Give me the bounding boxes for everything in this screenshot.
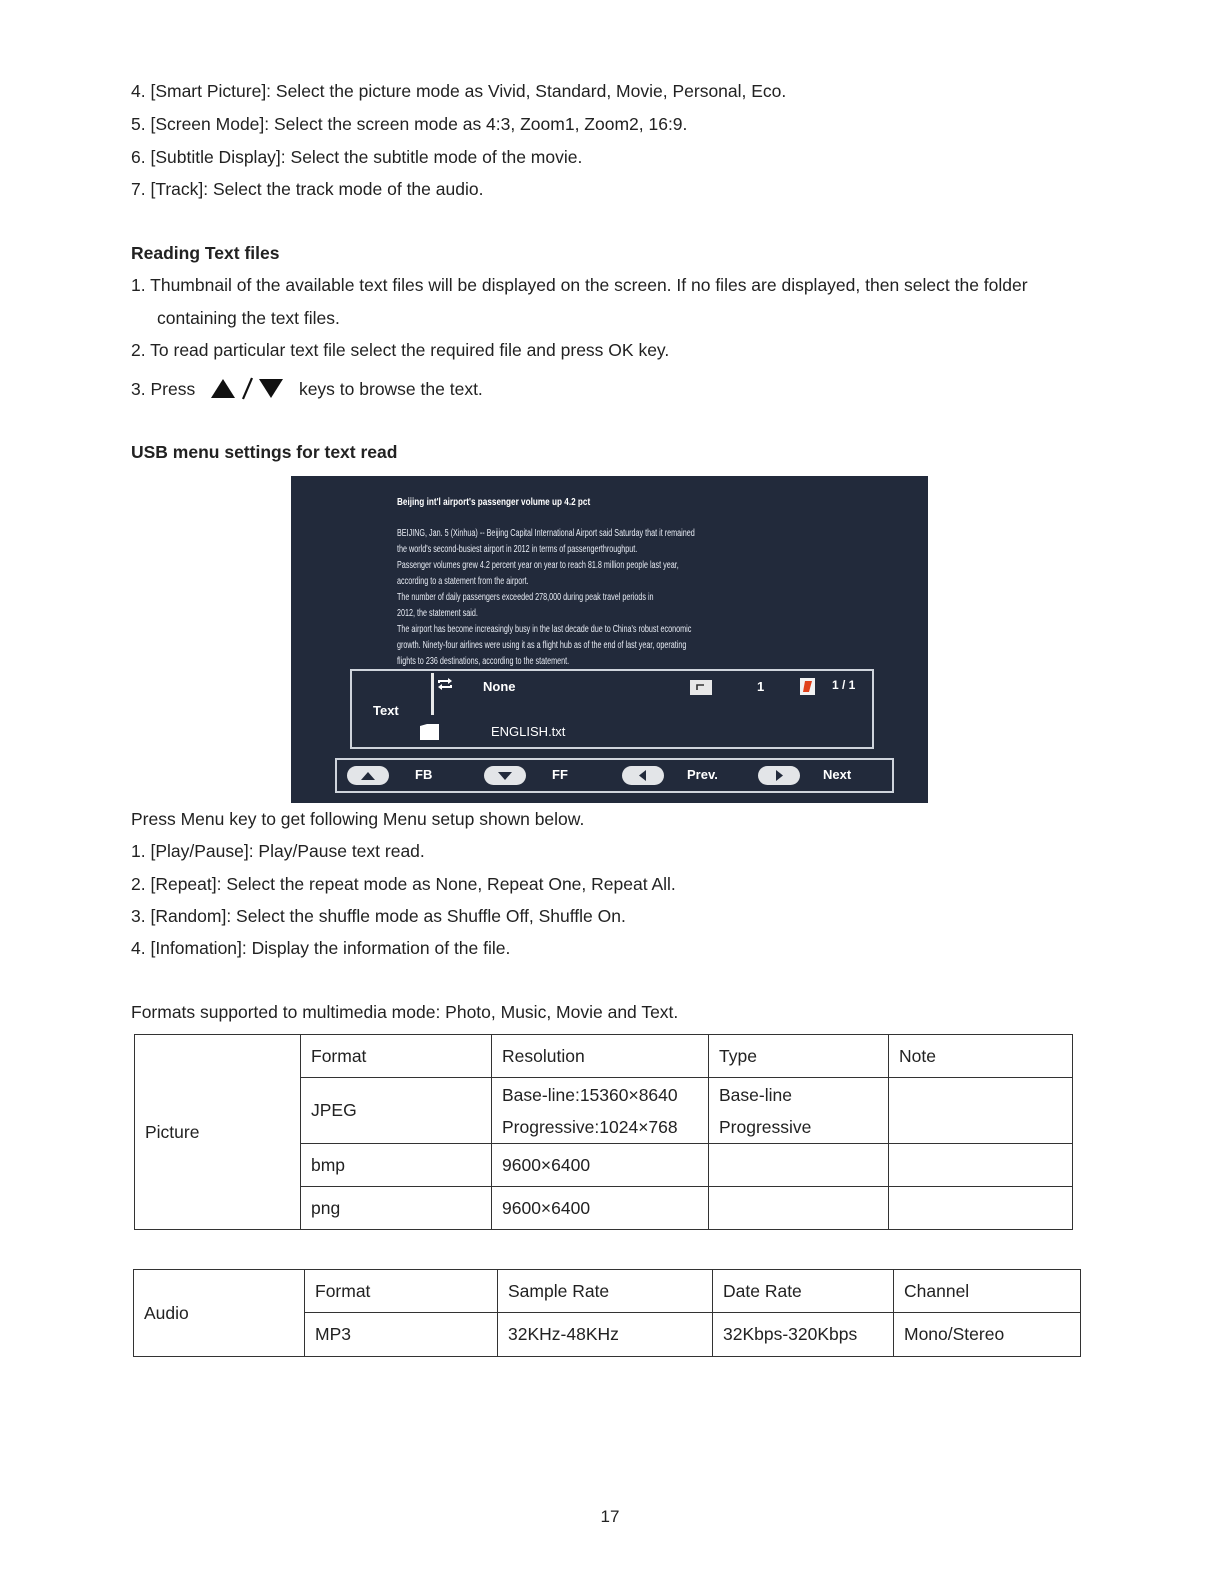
jpeg-type-progressive: Progressive [719,1116,812,1137]
page-value: 1 [757,679,765,694]
fb-label: FB [415,767,433,782]
repeat-value: None [483,679,516,694]
file-count: 1 / 1 [832,678,856,692]
jpeg-resolution [492,1078,709,1144]
article-line: flights to 236 destinations, according to the statement. [397,656,570,667]
repeat-item: 2. [Repeat]: Select the repeat mode as None, Repeat One, Repeat All. [131,874,676,894]
play-pause-item: 1. [Play/Pause]: Play/Pause text read. [131,841,425,861]
article-line: growth. Ninety-four airlines were using it as a flight hub as of the end of last year, operating [397,640,687,651]
article-title: Beijing int'l airport's passenger volume up 4.2 pct [397,496,591,508]
reading-step-1: 1. Thumbnail of the available text files will be displayed on the screen. If no files are displayed, then select the folder [131,275,1028,295]
header-format: Format [305,1270,498,1313]
mp3-channel: Mono/Stereo [894,1313,1081,1357]
article-line: the world's second-busiest airport in 2012 in terms of passengerthroughput. [397,544,638,555]
jpeg-resolution-progressive: Progressive:1024×768 [502,1116,678,1137]
screen-mode-item: 5. [Screen Mode]: Select the screen mode as 4:3, Zoom1, Zoom2, 16:9. [131,114,688,134]
mp3-sample-rate: 32KHz-48KHz [498,1313,713,1357]
jpeg-type [709,1078,889,1144]
repeat-icon [437,677,453,696]
header-format: Format [301,1035,492,1078]
png-type [709,1187,889,1230]
ff-button[interactable] [484,766,526,785]
bmp-note [889,1144,1073,1187]
next-label: Next [823,767,852,782]
menu-intro: Press Menu key to get following Menu setup shown below. [131,809,585,829]
mp3-format: MP3 [305,1313,498,1357]
picture-category: Picture [135,1035,301,1230]
article-line: according to a statement from the airport. [397,576,529,587]
text-reader-screenshot [291,476,928,803]
jpeg-resolution-baseline: Base-line:15360×8640 [502,1084,678,1105]
header-data-rate: Date Rate [713,1270,894,1313]
random-item: 3. [Random]: Select the shuffle mode as Shuffle Off, Shuffle On. [131,906,626,926]
mode-label: Text [373,703,399,718]
usb-menu-heading: USB menu settings for text read [131,442,398,462]
header-channel: Channel [894,1270,1081,1313]
subtitle-display-item: 6. [Subtitle Display]: Select the subtitle mode of the movie. [131,147,583,167]
information-item: 4. [Infomation]: Display the information of the file. [131,938,511,958]
audio-formats-table [133,1269,1081,1357]
article-line: 2012, the statement said. [397,608,478,619]
reading-step-1-continued: containing the text files. [157,308,340,328]
reading-step-2: 2. To read particular text file select the required file and press OK key. [131,340,670,360]
header-resolution: Resolution [492,1035,709,1078]
smart-picture-item: 4. [Smart Picture]: Select the picture mode as Vivid, Standard, Movie, Personal, Eco. [131,81,787,101]
control-bar [335,758,894,793]
page-icon [690,680,712,695]
audio-category: Audio [134,1270,305,1357]
jpeg-note [889,1078,1073,1144]
ff-label: FF [552,767,568,782]
reading-step-3-prefix: 3. Press [131,379,196,400]
divider [431,673,434,715]
prev-label: Prev. [687,767,718,782]
article-line: The number of daily passengers exceeded 278,000 during peak travel periods in [397,592,654,603]
bmp-resolution: 9600×6400 [492,1144,709,1187]
file-count-icon [800,678,815,695]
article-line: BEIJING, Jan. 5 (Xinhua) -- Beijing Capital International Airport said Saturday that it remained [397,528,695,539]
reading-text-heading: Reading Text files [131,243,280,263]
header-sample-rate: Sample Rate [498,1270,713,1313]
table-header-row [134,1270,1081,1313]
fb-button[interactable] [347,766,389,785]
formats-intro: Formats supported to multimedia mode: Photo, Music, Movie and Text. [131,1002,679,1022]
mp3-data-rate: 32Kbps-320Kbps [713,1313,894,1357]
prev-button[interactable] [622,766,664,785]
up-down-arrows-icon [210,376,284,405]
header-type: Type [709,1035,889,1078]
jpeg-format: JPEG [301,1078,492,1144]
article-line: The airport has become increasingly busy in the last decade due to China's robust economic [397,624,692,635]
reading-step-3 [131,376,483,405]
png-format: png [301,1187,492,1230]
file-icon [420,724,440,745]
track-item: 7. [Track]: Select the track mode of the audio. [131,179,484,199]
table-header-row [135,1035,1073,1078]
bmp-format: bmp [301,1144,492,1187]
page-number: 17 [600,1507,620,1526]
file-name[interactable]: ENGLISH.txt [491,724,566,739]
next-button[interactable] [758,766,800,785]
jpeg-type-baseline: Base-line [719,1084,792,1105]
header-note: Note [889,1035,1073,1078]
png-note [889,1187,1073,1230]
reading-step-3-suffix: keys to browse the text. [298,379,483,400]
article-body [397,526,695,670]
picture-formats-table [134,1034,1073,1230]
article-line: Passenger volumes grew 4.2 percent year on year to reach 81.8 million people last year, [397,560,679,571]
bmp-type [709,1144,889,1187]
png-resolution: 9600×6400 [492,1187,709,1230]
file-info-panel [350,669,874,749]
